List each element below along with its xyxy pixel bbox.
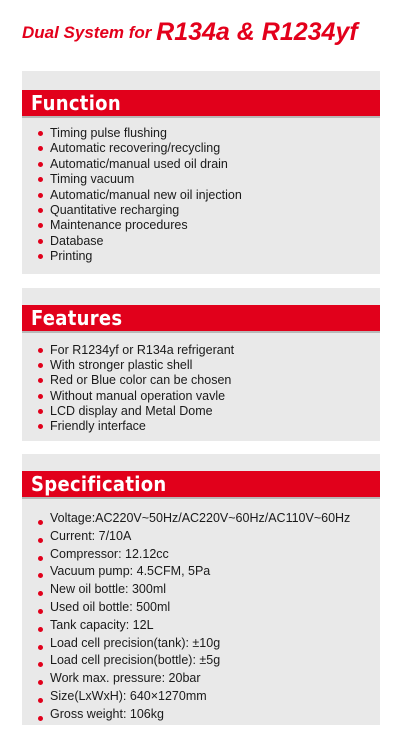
list-item-text: Gross weight: 106kg xyxy=(50,706,164,721)
list-item-text: Maintenance procedures xyxy=(50,218,188,233)
list-item-text: Vacuum pump: 4.5CFM, 5Pa xyxy=(50,564,211,579)
bullet-icon xyxy=(38,378,43,383)
bullet-icon xyxy=(38,573,43,578)
features-list xyxy=(38,343,234,434)
list-item-text: Voltage:AC220V~50Hz/AC220V~60Hz/AC110V~60Hz xyxy=(50,511,351,525)
list-item-text: Load cell precision(bottle): ±5g xyxy=(50,653,221,668)
features-title-band xyxy=(22,305,380,331)
list-item-text: Tank capacity: 12L xyxy=(50,617,154,632)
bullet-icon xyxy=(38,394,43,399)
function-title: Function xyxy=(31,91,121,115)
list-item-text: New oil bottle: 300ml xyxy=(50,582,167,597)
list-item xyxy=(38,635,350,653)
list-item-text: Timing pulse flushing xyxy=(50,126,167,140)
list-item-text: Timing vacuum xyxy=(50,172,135,187)
specification-section xyxy=(22,454,380,725)
list-item xyxy=(38,688,350,706)
bullet-icon xyxy=(38,662,43,667)
list-item xyxy=(38,203,242,218)
features-title: Features xyxy=(31,306,123,330)
bullet-icon xyxy=(38,556,43,561)
list-item-text: Used oil bottle: 500ml xyxy=(50,599,171,614)
list-item xyxy=(38,373,234,388)
list-item xyxy=(38,546,350,564)
list-item xyxy=(38,234,242,249)
bullet-icon xyxy=(38,162,43,167)
bullet-icon xyxy=(38,424,43,429)
bullet-icon xyxy=(38,177,43,182)
list-item xyxy=(38,249,242,264)
list-item xyxy=(38,581,350,599)
list-item xyxy=(38,358,234,373)
list-item-text: For R1234yf or R134a refrigerant xyxy=(50,343,235,357)
bullet-icon xyxy=(38,716,43,721)
list-item-text: Printing xyxy=(50,249,93,264)
page-headline xyxy=(22,18,392,58)
headline-model-b: R1234yf xyxy=(261,18,358,46)
function-title-band xyxy=(22,90,380,116)
list-item xyxy=(38,510,350,528)
specification-list xyxy=(38,510,350,724)
specification-title: Specification xyxy=(31,472,167,496)
bullet-icon xyxy=(38,591,43,596)
list-item-text: Size(LxWxH): 640×1270mm xyxy=(50,688,207,703)
list-item xyxy=(38,670,350,688)
list-item-text: With stronger plastic shell xyxy=(50,358,193,373)
bullet-icon xyxy=(38,680,43,685)
bullet-icon xyxy=(38,520,43,525)
list-item xyxy=(38,706,350,724)
list-item-text: Current: 7/10A xyxy=(50,528,132,543)
bullet-icon xyxy=(38,538,43,543)
headline-prefix: Dual System for xyxy=(22,23,157,42)
bullet-icon xyxy=(38,609,43,614)
list-item xyxy=(38,404,234,419)
list-item-text: Automatic recovering/recycling xyxy=(50,141,221,156)
bullet-icon xyxy=(38,223,43,228)
bullet-icon xyxy=(38,363,43,368)
bullet-icon xyxy=(38,131,43,136)
features-section xyxy=(22,288,380,441)
list-item xyxy=(38,652,350,670)
list-item xyxy=(38,617,350,635)
list-item-text: Database xyxy=(50,233,104,248)
list-item xyxy=(38,389,234,404)
bullet-icon xyxy=(38,193,43,198)
bullet-icon xyxy=(38,627,43,632)
list-item xyxy=(38,563,350,581)
bullet-icon xyxy=(38,254,43,259)
bullet-icon xyxy=(38,348,43,353)
headline-joiner: & xyxy=(229,18,262,46)
list-item-text: Red or Blue color can be chosen xyxy=(50,373,232,388)
list-item xyxy=(38,599,350,617)
list-item-text: Quantitative recharging xyxy=(50,202,180,217)
list-item-text: Without manual operation vavle xyxy=(50,388,226,403)
list-item xyxy=(38,188,242,203)
function-list xyxy=(38,126,242,265)
bullet-icon xyxy=(38,146,43,151)
list-item xyxy=(38,528,350,546)
bullet-icon xyxy=(38,645,43,650)
bullet-icon xyxy=(38,698,43,703)
list-item xyxy=(38,157,242,172)
list-item xyxy=(38,172,242,187)
list-item xyxy=(38,343,234,358)
bullet-icon xyxy=(38,239,43,244)
list-item xyxy=(38,218,242,233)
function-section xyxy=(22,71,380,274)
list-item-text: Work max. pressure: 20bar xyxy=(50,671,201,686)
headline-model-a: R134a xyxy=(156,18,230,46)
list-item-text: Load cell precision(tank): ±10g xyxy=(50,635,221,650)
bullet-icon xyxy=(38,409,43,414)
list-item-text: Automatic/manual used oil drain xyxy=(50,156,228,171)
list-item-text: Automatic/manual new oil injection xyxy=(50,187,242,202)
specification-title-band xyxy=(22,471,380,497)
list-item-text: Friendly interface xyxy=(50,418,146,433)
list-item xyxy=(38,126,242,141)
list-item xyxy=(38,419,234,434)
list-item-text: Compressor: 12.12cc xyxy=(50,546,169,561)
bullet-icon xyxy=(38,208,43,213)
list-item xyxy=(38,141,242,156)
list-item-text: LCD display and Metal Dome xyxy=(50,403,213,418)
